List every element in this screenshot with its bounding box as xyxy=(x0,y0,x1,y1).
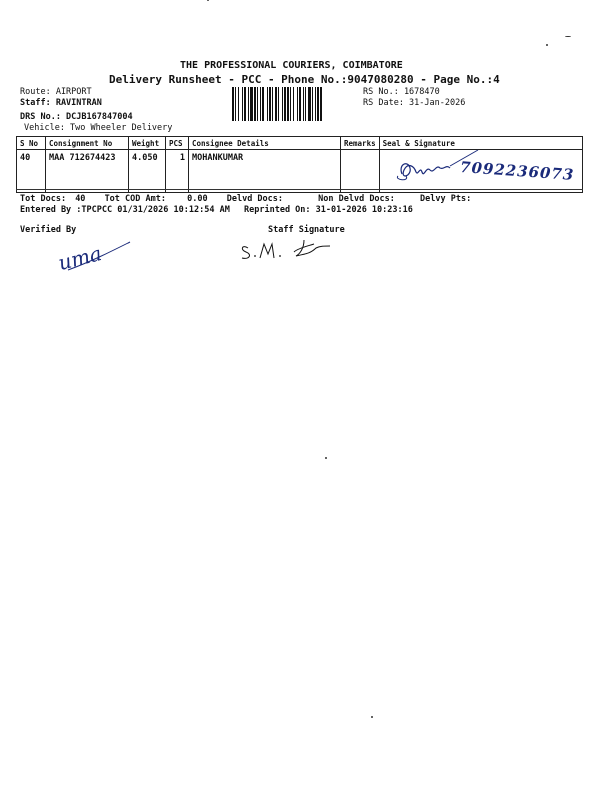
rs-date: RS Date: 31-Jan-2026 xyxy=(363,98,466,108)
col-consignee: Consignee Details xyxy=(189,137,341,150)
runsheet-subtitle: Delivery Runsheet - PCC - Phone No.:9047080280 - Page No.:4 xyxy=(109,73,500,86)
cell-consignee: MOHANKUMAR xyxy=(189,150,341,193)
route-label: Route: AIRPORT xyxy=(20,87,92,97)
verifier-underline xyxy=(60,236,140,276)
tot-docs-label: Tot Docs: xyxy=(20,194,67,204)
table-row xyxy=(17,150,583,193)
tot-cod-label: Tot COD Amt: xyxy=(104,194,166,204)
delvd-label: Delvd Docs: xyxy=(226,194,284,204)
col-sno: S No xyxy=(17,137,46,150)
col-seal-signature: Seal & Signature xyxy=(379,137,582,150)
col-weight: Weight xyxy=(129,137,166,150)
runsheet-table xyxy=(16,136,583,193)
cell-seal-signature xyxy=(379,150,582,193)
scan-speck xyxy=(371,716,373,718)
vehicle-label: Vehicle: Two Wheeler Delivery xyxy=(24,123,173,133)
verifier-handwriting: uma xyxy=(55,241,105,275)
cell-remarks xyxy=(341,150,380,193)
tot-cod-value: 0.00 xyxy=(187,194,208,204)
cell-sno: 40 xyxy=(17,150,46,193)
delvy-pts-label: Delvy Pts: xyxy=(420,194,472,204)
barcode xyxy=(232,87,360,121)
non-delvd-label: Non Delvd Docs: xyxy=(318,194,395,204)
divider xyxy=(16,189,583,190)
col-consignment: Consignment No xyxy=(46,137,129,150)
verified-by-label: Verified By xyxy=(20,225,77,235)
scan-speck xyxy=(325,457,327,459)
staff-label: Staff: RAVINTRAN xyxy=(20,98,102,108)
drs-number: DRS No.: DCJB167847004 xyxy=(20,112,133,122)
staff-signature-label: Staff Signature xyxy=(268,225,345,235)
rs-number: RS No.: 1678470 xyxy=(363,87,440,97)
handwritten-phone: 7092236073 xyxy=(459,158,575,184)
reprinted-on: Reprinted On: 31-01-2026 10:23:16 xyxy=(244,205,413,215)
company-title: THE PROFESSIONAL COURIERS, COIMBATORE xyxy=(180,60,403,71)
tot-docs-value: 40 xyxy=(75,194,86,204)
col-remarks: Remarks xyxy=(341,137,380,150)
cell-consignment: MAA 712674423 xyxy=(46,150,129,193)
scan-speck xyxy=(546,44,548,46)
scan-speck xyxy=(565,36,571,37)
col-pcs: PCS xyxy=(166,137,189,150)
cell-weight: 4.050 xyxy=(129,150,166,193)
entered-by: Entered By :TPCPCC 01/31/2026 10:12:54 AM xyxy=(20,205,230,215)
scan-speck xyxy=(207,0,209,1)
cell-pcs: 1 xyxy=(166,150,189,193)
totals-line xyxy=(20,194,471,204)
staff-signature xyxy=(238,234,348,264)
